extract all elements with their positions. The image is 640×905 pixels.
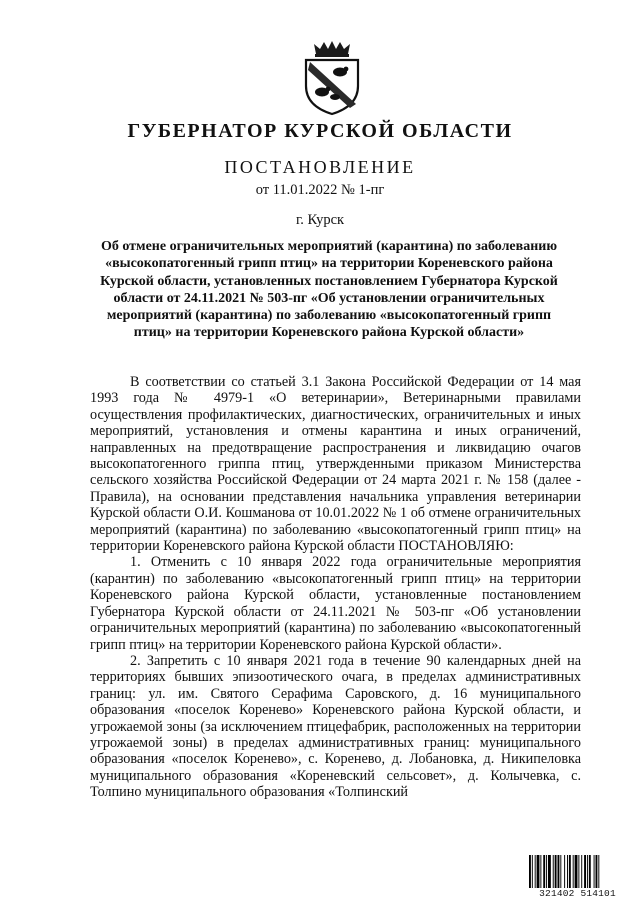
barcode-bars <box>529 855 626 888</box>
coat-of-arms-emblem <box>300 40 364 116</box>
barcode <box>529 855 626 899</box>
kursk-coat-of-arms-icon <box>300 40 364 116</box>
authority-heading: ГУБЕРНАТОР КУРСКОЙ ОБЛАСТИ <box>127 120 513 142</box>
document-body <box>90 374 581 801</box>
document-type: ПОСТАНОВЛЕНИЕ <box>224 157 416 177</box>
barcode-number: 321402 514101 <box>539 888 616 899</box>
clause-2-paragraph: 2. Запретить с 10 января 2021 года в течение 90 календарных дней на территориях бывших эпизоотического очага, в пределах административных границ: ул. им. Святого Серафима Саровского, д. 16 муниципального образования «поселок Коренево» Кореневского района Курской области, и угрожаемой зоны (за исключением птицефабрик, расположенных на территории угрожаемой зоны) в пределах административных границ: муниципального образования «поселок Коренево», с. Коренево, д. Лобановка, д. Никипеловка муниципального образования «Кореневский сельсовет», д. Колычевка, с. Толпино муниципального образования «Толпинский <box>90 652 581 801</box>
clause-1-paragraph: 1. Отменить с 10 января 2022 года ограничительные мероприятия (карантин) по заболеванию «высокопатогенный грипп птиц» на территории Кореневского района Курской области, установленные постановлением Губернатора Курской области от 24.11.2021 № 503-пг «Об установлении ограничительных мероприятий (карантина) по заболеванию «высокопатогенный грипп птиц» на территории Кореневского района Курской области». <box>90 554 581 653</box>
date-and-number: от 11.01.2022 № 1-пг <box>255 182 385 198</box>
preamble-paragraph: В соответствии со статьей 3.1 Закона Российской Федерации от 14 мая 1993 года № 4979-1 «О ветеринарии», Ветеринарными правилами осуществления профилактических, диагностических, ограничительных и иных мероприятий, установления и отмены карантина и иных ограничений, направленных на предотвращение распространения и ликвидацию очагов высокопатогенного гриппа птиц, утвержденными приказом Министерства сельского хозяйства Российской Федерации от 24 марта 2021 г. № 158 (далее - Правила), на основании представления начальника управления ветеринарии Курской области О.И. Кошманова от 10.01.2022 № 1 об отмене ограничительных мероприятий (карантина) по заболеванию «высокопатогенный грипп птиц» на территории Кореневского района Курской области ПОСТАНОВЛЯЮ: <box>90 374 581 555</box>
document-title: Об отмене ограничительных мероприятий (карантина) по заболеванию «высокопатогенный грипп птиц» на территории Кореневского района Курской области, установленных постановлением Губернатора Курской области от 24.11.2021 № 503-пг «Об установлении ограничительных мероприятий (карантина) по заболеванию «высокопатогенный грипп птиц» на территории Кореневского района Курской области» <box>100 239 558 341</box>
city-name: г. Курск <box>295 212 345 228</box>
